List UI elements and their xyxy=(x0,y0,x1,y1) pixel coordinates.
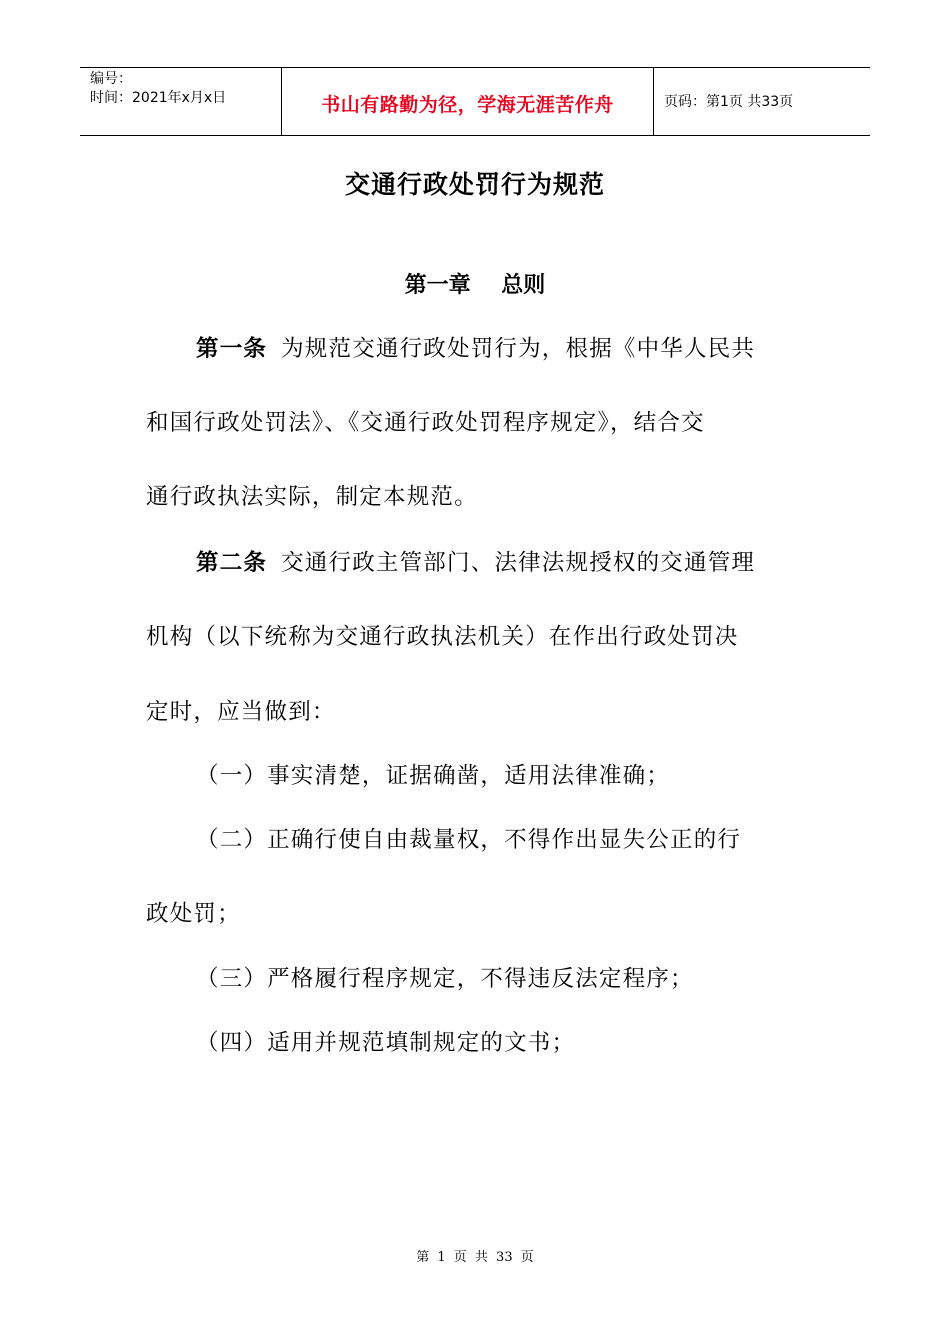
article-1-line-3: 通行政执法实际，制定本规范。 xyxy=(146,484,478,510)
article-2-label: 第二条 xyxy=(196,550,268,576)
header-right-cell xyxy=(654,68,870,135)
article-2-line-3: 定时，应当做到： xyxy=(146,699,336,725)
header-left-cell xyxy=(80,68,281,135)
list-item-2-line-1: （二）正确行使自由裁量权，不得作出显失公正的行 xyxy=(196,827,742,853)
list-item-1: （一）事实清楚，证据确凿，适用法律准确； xyxy=(196,763,671,789)
article-1-text-1: 为规范交通行政处罚行为，根据《中华人民共 xyxy=(281,336,756,362)
list-item-3: （三）严格履行程序规定，不得违反法定程序； xyxy=(196,966,694,992)
article-1-line-2: 和国行政处罚法》、《交通行政处罚程序规定》，结合交 xyxy=(146,410,705,436)
article-2-line-2: 机构（以下统称为交通行政执法机关）在作出行政处罚决 xyxy=(146,624,739,650)
list-item-4: （四）适用并规范填制规定的文书； xyxy=(196,1030,576,1056)
article-2-text-1: 交通行政主管部门、法律法规授权的交通管理 xyxy=(281,550,756,576)
document-header xyxy=(80,67,870,136)
header-motto: 书山有路勤为径，学海无涯苦作舟 xyxy=(321,94,614,116)
document-time-label: 时间：2021年x月x日 xyxy=(90,90,227,106)
list-item-2-line-2: 政处罚； xyxy=(146,901,241,927)
article-1-line-1 xyxy=(196,334,755,364)
document-number-label: 编号： xyxy=(90,71,132,87)
document-title: 交通行政处罚行为规范 xyxy=(344,170,605,199)
article-1-label: 第一条 xyxy=(196,336,268,362)
header-page-info: 页码：第1页 共33页 xyxy=(664,94,794,110)
header-middle-cell xyxy=(281,68,654,135)
article-2-line-1 xyxy=(196,548,755,578)
chapter-heading: 第一章 总则 xyxy=(404,273,546,298)
page-footer: 第 1 页 共 33 页 xyxy=(416,1250,534,1265)
